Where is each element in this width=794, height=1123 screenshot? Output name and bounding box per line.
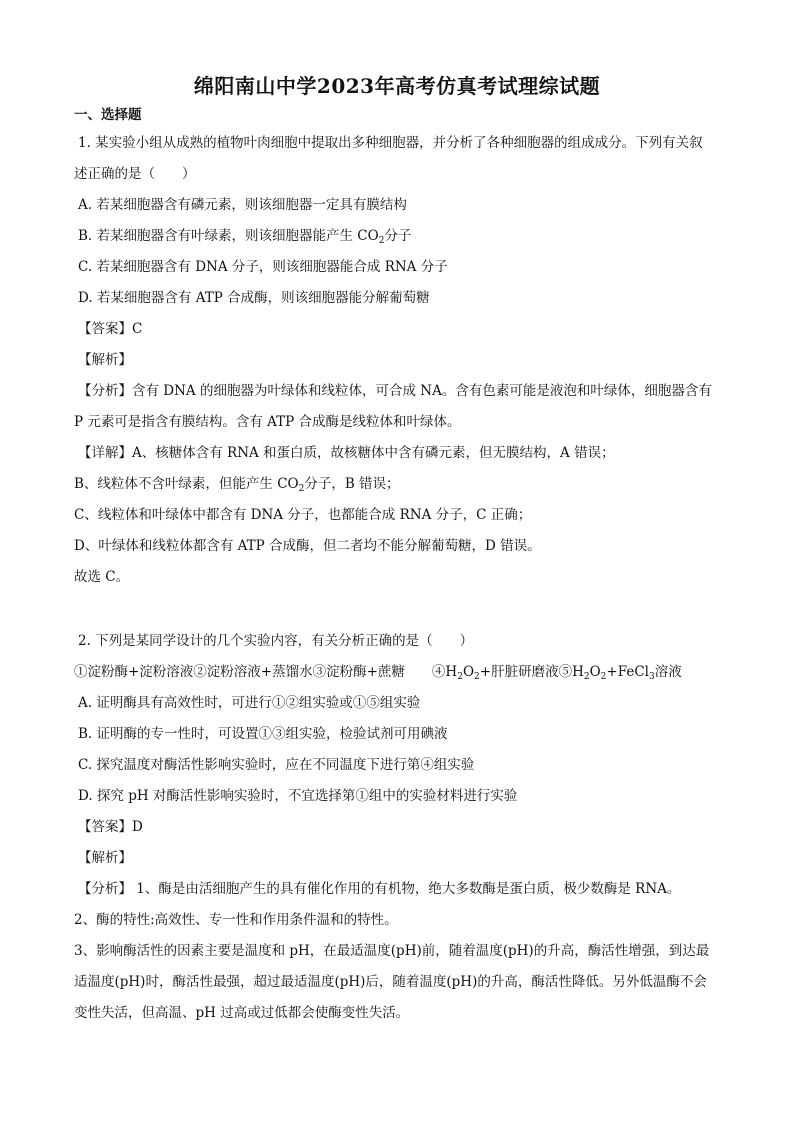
q1-xiangjie-a: 【详解】A、核糖体含有 RNA 和蛋白质，故核糖体中含有磷元素，但无膜结构，A 错误； [78, 445, 615, 461]
q1-option-c: C. 若某细胞器含有 DNA 分子，则该细胞器能合成 RNA 分子 [78, 259, 448, 275]
q1-answer: 【答案】C [78, 321, 143, 337]
q2-fenxi-2: 2、酶的特性:高效性、专一性和作用条件温和的特性。 [74, 912, 398, 928]
q1-conclusion: 故选 C。 [74, 569, 130, 585]
q1-fenxi-line2: P 元素可是指含有膜结构。含有 ATP 合成酶是线粒体和叶绿体。 [74, 414, 461, 430]
q2-option-b: B. 证明酶的专一性时，可设置①③组实验，检验试剂可用碘液 [78, 726, 448, 742]
q1-option-b: B. 若某细胞器含有叶绿素，则该细胞器能产生 $CO_2$分子 [78, 228, 412, 246]
q1-option-a: A. 若某细胞器含有磷元素，则该细胞器一定具有膜结构 [78, 197, 407, 213]
q2-option-d: D. 探究 pH 对酶活性影响实验时，不宜选择第①组中的实验材料进行实验 [78, 788, 518, 804]
q2-materials: ①淀粉酶+淀粉溶液②淀粉溶液+蒸馏水③淀粉酶+蔗糖 $④H_2O_2+$肝脏研磨液$⑤H_2O_2+FeCl_3$溶液 [74, 664, 682, 682]
q2-fenxi-3-line3: 变性失活，但高温、pH 过高或过低都会使酶变性失活。 [74, 1005, 410, 1021]
q2-stem: 2. 下列是某同学设计的几个实验内容，有关分析正确的是（ ） [78, 633, 474, 649]
q1-xiangjie-d: D、叶绿体和线粒体都含有 ATP 合成酶，但二者均不能分解葡萄糖，D 错误。 [74, 538, 541, 554]
page-title: 绵阳南山中学2023年高考仿真考试理综试题 [193, 74, 601, 98]
q2-option-a: A. 证明酶具有高效性时，可进行①②组实验或①⑤组实验 [78, 695, 421, 711]
q1-stem-line1: 1. 某实验小组从成熟的植物叶肉细胞中提取出多种细胞器，并分析了各种细胞器的组成成分。下列有关叙 [78, 135, 703, 151]
q1-xiangjie-c: C、线粒体和叶绿体中都含有 DNA 分子，也都能合成 RNA 分子，C 正确； [74, 507, 532, 523]
q2-fenxi-3-line2: 适温度(pH)时，酶活性最强，超过最适温度(pH)后，随着温度(pH)的升高，酶活性降低。另外低温酶不会 [74, 974, 707, 990]
q1-fenxi-line1: 【分析】含有 DNA 的细胞器为叶绿体和线粒体，可合成 NA。含有色素可能是液泡和叶绿体，细胞器含有 [78, 383, 712, 399]
q1-analysis-heading: 【解析】 [78, 352, 132, 368]
q2-fenxi-3-line1: 3、影响酶活性的因素主要是温度和 pH，在最适温度(pH)前，随着温度(pH)的升高，酶活性增强，到达最 [74, 943, 710, 959]
q2-answer: 【答案】D [78, 819, 143, 835]
q1-option-d: D. 若某细胞器含有 ATP 合成酶，则该细胞器能分解葡萄糖 [78, 290, 430, 306]
q1-stem-line2: 述正确的是（ ） [74, 166, 196, 182]
q2-analysis-heading: 【解析】 [78, 850, 132, 866]
section-heading: 一、选择题 [74, 107, 142, 123]
q1-xiangjie-b: B、线粒体不含叶绿素，但能产生 $CO_2$分子，B 错误； [74, 476, 400, 494]
q2-option-c: C. 探究温度对酶活性影响实验时，应在不同温度下进行第④组实验 [78, 757, 475, 773]
q2-fenxi-1: 【分析】 1、酶是由活细胞产生的具有催化作用的有机物，绝大多数酶是蛋白质，极少数酶是 RNA。 [78, 881, 681, 897]
